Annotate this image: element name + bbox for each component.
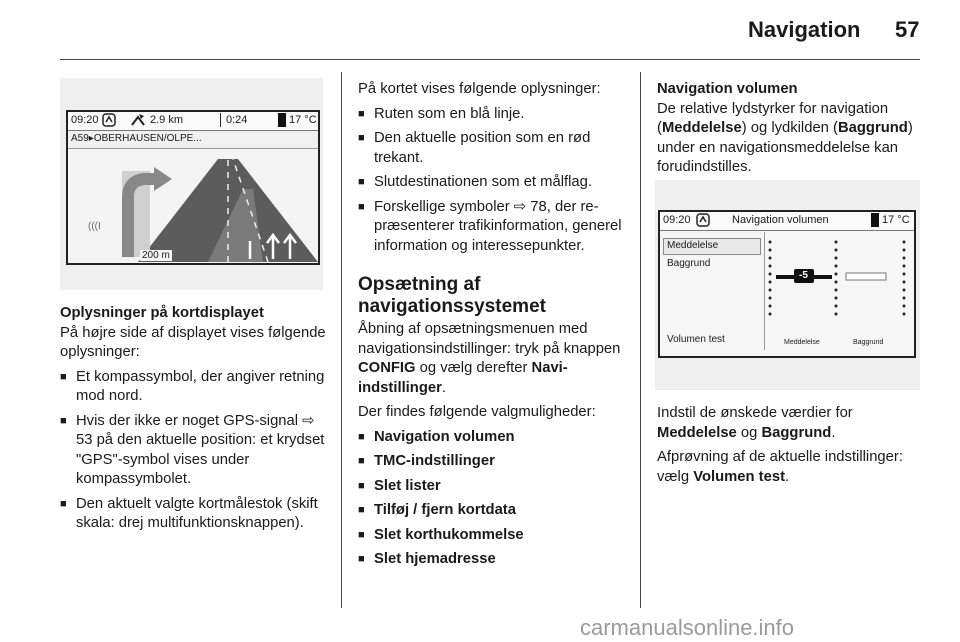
map-info-intro: På højre side af displayet vises følgende oplysninger: (60, 324, 326, 360)
body-text: . (831, 424, 836, 441)
list-item: ■ Slet korthukommelse (358, 526, 628, 546)
list-item: ■ Navigation volumen (358, 428, 628, 448)
body-text: og (736, 424, 762, 441)
map-display-illustration (60, 78, 323, 290)
body-text: Indstil de ønskede værdier for (657, 405, 853, 421)
options-intro: Der findes følgende valgmuligheder: (358, 404, 596, 420)
body-text: Afprøvning af de aktuelle indstillinger: vælg (657, 449, 903, 485)
right-column-top (657, 80, 922, 178)
map-content-list (358, 105, 628, 257)
temperature-text: 17 °C (289, 114, 317, 126)
baggrund-slider-label: Baggrund (853, 339, 884, 346)
header-rule (60, 59, 920, 60)
volume-value-text: -5 (799, 270, 808, 281)
road-name-text: A59▸OBERHAUSEN/OLPE... (71, 133, 202, 144)
column-divider-right (640, 72, 641, 608)
middle-column (358, 80, 628, 570)
list-item: ■ TMC-indstillinger (358, 452, 628, 472)
setup-text: . (441, 379, 446, 396)
watermark-text: carmanualsonline.info (580, 615, 795, 640)
set-values-paragraph (657, 404, 922, 443)
settings-options-list (358, 428, 628, 570)
left-column (60, 304, 328, 534)
thermometer-icon (871, 213, 879, 227)
svg-text:(((I: (((I (88, 221, 101, 232)
list-item: ■ Den aktuelle position som en rød trekant. (358, 129, 628, 168)
duration-text: 0:24 (226, 114, 248, 126)
meddelelse-slider-label: Meddelelse (784, 339, 820, 346)
compass-icon (102, 113, 116, 130)
navigation-volume-paragraph (657, 100, 922, 178)
volume-status-bar (660, 212, 914, 231)
page-number: 57 (895, 17, 920, 42)
thermometer-icon (278, 113, 286, 127)
page-header-title: Navigation (748, 17, 861, 42)
menu-item-label: Meddelelse (667, 240, 719, 251)
body-text: . (785, 468, 790, 485)
body-text: ) under en navigationsmeddelelse kan forudindstilles. (657, 120, 913, 175)
setup-text: Åbning af opsætningsmenuen med navigationsindstillinger: tryk på knappen (358, 321, 621, 357)
turn-distance-text: 200 m (142, 250, 170, 261)
list-item: ■ Tilføj / fjern kortdata (358, 501, 628, 521)
body-text: ) og lydkilden ( (741, 120, 838, 136)
section-title: Opsætning af navigationssystemet (358, 274, 546, 317)
map-info-heading: Oplysninger på kortdisplayet (60, 305, 264, 321)
meddelelse-label: Meddelelse (661, 120, 742, 136)
volume-screen-illustration (655, 180, 920, 390)
setup-paragraph (358, 320, 628, 398)
distance-text: 2.9 km (150, 114, 184, 126)
panel-divider (764, 232, 765, 350)
volume-screen (658, 210, 916, 358)
list-item: ■ Forskellige symboler ⇨ 78, der repræsenterer trafikinformation, generel information og interessepunkter. (358, 198, 628, 257)
road-name-bar (68, 131, 318, 149)
map-info-list (60, 368, 328, 534)
menu-item-meddelelse[interactable] (663, 238, 761, 255)
list-item: ■ Slet lister (358, 477, 628, 497)
route-icon (130, 113, 146, 130)
volume-test-item[interactable]: Volumen test (667, 334, 725, 345)
clock-text: 09:20 (663, 214, 691, 226)
baggrund-label: Baggrund (837, 120, 908, 136)
right-column-bottom (657, 404, 922, 487)
menu-item-baggrund[interactable]: Baggrund (667, 258, 711, 269)
meddelelse-label: Meddelelse (657, 424, 737, 441)
body-text: De relative lydstyrker for navigation ( (657, 100, 889, 136)
list-item: ■ Hvis der ikke er noget GPS-signal ⇨ 53 på den aktuelle position: et krydset "GPS"-symbol vises under kompassymbolet. (60, 412, 328, 490)
list-item: ■ Et kompassymbol, der angiver retning mod nord. (60, 368, 328, 407)
list-item: ■ Slutdestinationen som et målflag. (358, 173, 628, 193)
volume-test-label: Volumen test (693, 468, 785, 485)
clock-text: 09:20 (71, 114, 99, 126)
volume-sliders-graphic (766, 236, 916, 336)
baggrund-label: Baggrund (761, 424, 832, 441)
list-item: ■ Ruten som en blå linje. (358, 105, 628, 125)
list-item: ■ Slet hjemadresse (358, 550, 628, 570)
map-display-screen (66, 110, 320, 265)
setup-text: og vælg derefter (415, 360, 532, 376)
status-separator (220, 113, 221, 127)
navi-settings-label: Naviindstillinger (358, 360, 568, 396)
map-content-intro: På kortet vises følgende oplysninger: (358, 81, 601, 97)
screen-title: Navigation volumen (732, 214, 829, 226)
column-divider-left (341, 72, 342, 608)
list-item: ■ Den aktuelt valgte kortmålestok (skift skala: drej multifunktionsknappen). (60, 495, 328, 534)
test-paragraph (657, 448, 922, 487)
compass-icon (696, 213, 710, 230)
temperature-text: 17 °C (882, 214, 910, 226)
navigation-volume-heading: Navigation volumen (657, 81, 798, 97)
road-scene-graphic (68, 149, 318, 262)
config-label: CONFIG (358, 360, 416, 376)
map-status-bar (68, 112, 318, 131)
